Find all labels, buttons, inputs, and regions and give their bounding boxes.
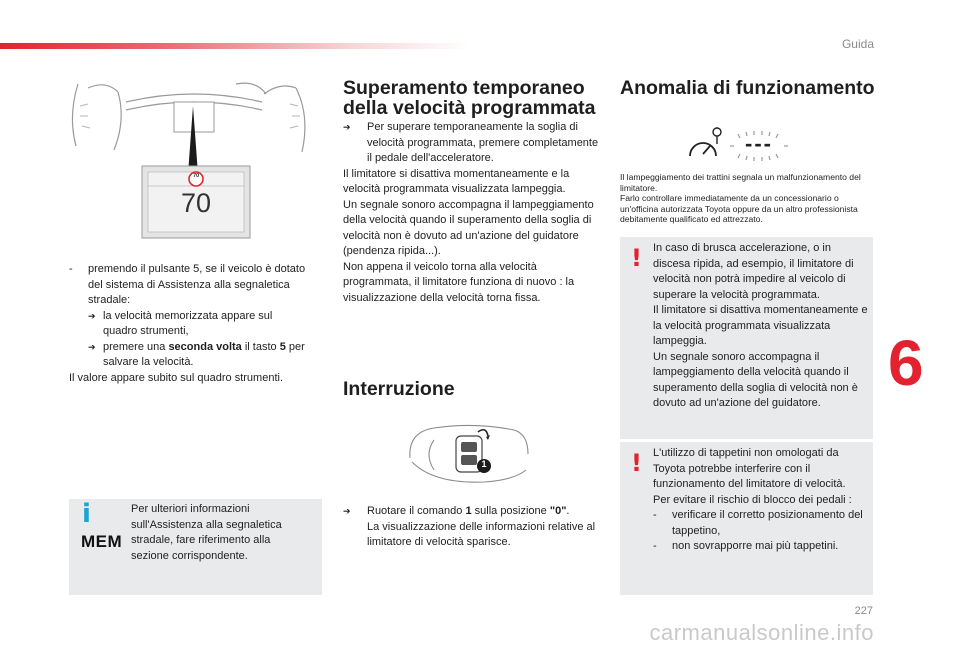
arrow-bullet-icon: ➔ <box>343 506 351 516</box>
warning-icon: ! <box>631 449 642 477</box>
chapter-number: 6 <box>888 327 924 399</box>
callout-number: 1 <box>481 459 487 469</box>
override-text <box>343 120 601 306</box>
warning-1-p2: Il limitatore si disattiva momentaneamente e la velocità programmata visualizzata lampeggia. <box>653 304 868 347</box>
sub-step-2 <box>69 340 309 371</box>
section-label: Guida <box>841 37 874 51</box>
steering-switch-drawing <box>404 418 534 490</box>
malfunction-notes <box>620 172 878 225</box>
sub-step-1 <box>69 309 309 340</box>
interruption-step <box>343 504 601 551</box>
info-box <box>69 499 322 595</box>
rotate-arrow-icon <box>478 430 488 436</box>
sub-step-2-text <box>103 340 309 371</box>
warning-2-item-text: non sovrapporre mai più tappetini. <box>672 540 839 552</box>
dash-item-text: premendo il pulsante 5, se il veicolo è dotato del sistema di Assistenza alla segnaletica stradale: <box>88 263 306 306</box>
sub-step-2-post: per salvare la velocità. <box>103 340 305 368</box>
sub-step-2-bold: seconda volta <box>168 340 242 353</box>
title-malfunction: Anomalia di funzionamento <box>620 77 875 99</box>
dash-marker: - <box>69 263 73 275</box>
step-mid: sulla posizione <box>471 505 550 517</box>
override-bullet <box>343 120 601 167</box>
sub-step-2-pre: premere una <box>103 340 169 353</box>
closing-text: Il valore appare subito sul quadro strumenti. <box>69 371 284 384</box>
step-value: "0" <box>549 505 567 517</box>
info-icon: i <box>82 499 91 529</box>
override-para-1: Il limitatore si disattiva momentaneamente e la velocità programmata visualizzata lampeggia. <box>343 167 570 195</box>
steering-control-illustration <box>404 418 534 490</box>
dash-item <box>69 262 309 309</box>
override-para-2: Un segnale sonoro accompagna il lampeggiamento della velocità quando il superamento della soglia di velocità non è dovuto ad un'azione del guidatore (pendenza ripida...). <box>343 198 594 257</box>
warning-2-item-text: verificare il corretto posizionamento del tappetino, <box>672 509 863 537</box>
sub-step-1-text: la velocità memorizzata appare sul quadro strumenti, <box>103 309 273 337</box>
mem-badge: MEM <box>81 532 123 551</box>
step-post: . <box>566 505 570 517</box>
warning-1-p3: Un segnale sonoro accompagna il lampeggiamento della velocità quando il superamento della soglia di velocità non è dovuto ad un'azione del guidatore. <box>653 350 858 409</box>
info-box-text: Per ulteriori informazioni sull'Assistenza alla segnaletica stradale, fare riferimento alla sezione corrispondente. <box>131 503 282 562</box>
warning-1-p1: In caso di brusca accelerazione, o in discesa ripida, ad esempio, il limitatore di velocità non potrà impedire al veicolo di superare la velocità programmata. <box>653 242 854 301</box>
speedometer-warning-icon <box>690 128 721 156</box>
display-speed-value: 70 <box>180 188 212 218</box>
warning-box-1 <box>620 237 873 439</box>
warning-2-p2: Per evitare il rischio di blocco dei pedali : <box>653 493 852 506</box>
arrow-bullet-icon: ➔ <box>88 310 96 321</box>
speed-sign-value: 70 <box>192 173 200 179</box>
override-bullet-text: Per superare temporaneamente la soglia di velocità programmata, premere completamente il pedale dell'acceleratore. <box>367 121 599 164</box>
watermark: carmanualsonline.info <box>649 620 874 645</box>
sub-step-2-mid: il tasto <box>241 340 280 353</box>
interruption-bullet-text <box>367 504 601 551</box>
step-result: La visualizzazione delle informazioni relative al limitatore di velocità sparisce. <box>367 520 596 548</box>
header-accent-bar <box>0 43 470 49</box>
title-interruption: Interruzione <box>343 378 455 400</box>
arrow-bullet-icon: ➔ <box>88 341 96 352</box>
dash-marker: - <box>653 509 657 521</box>
warning-2-p1: L'utilizzo di tappetini non omologati da Toyota potrebbe interferire con il funzionamento del limitatore di velocità. <box>653 447 846 490</box>
step-pre: Ruotare il comando <box>367 505 466 517</box>
warning-box-2 <box>620 442 873 595</box>
warning-2-text <box>653 446 869 555</box>
malfunction-note-2: Farlo controllare immediatamente da un concessionario o un'officina autorizzata Toyota oppure da un altro professionista debitamente qualificato ed attrezzato. <box>620 193 858 224</box>
warning-1-text <box>653 241 869 412</box>
malfunction-note-1: Il lampeggiamento dei trattini segnala un malfunzionamento del limitatore. <box>620 172 861 193</box>
sub-step-2-num: 5 <box>279 340 286 353</box>
warning-icon: ! <box>631 244 642 272</box>
malfunction-display-illustration <box>686 124 796 166</box>
speed-limit-illustration <box>66 76 322 242</box>
arrow-bullet-icon: ➔ <box>343 122 351 132</box>
warning-2-item <box>653 508 869 539</box>
title-temporary-override: Superamento temporaneo della velocità programmata <box>343 77 596 119</box>
warning-2-item <box>653 539 869 555</box>
left-steps <box>69 262 309 386</box>
flashing-dashes: --- <box>745 131 773 156</box>
step-num: 1 <box>465 505 472 517</box>
interruption-bullet <box>343 504 601 551</box>
page-number: 227 <box>854 605 873 617</box>
dash-marker: - <box>653 540 657 552</box>
override-para-3: Non appena il veicolo torna alla velocità programmata, il limitatore funziona di nuovo : la visualizzazione della velocità torna fissa. <box>343 260 575 304</box>
